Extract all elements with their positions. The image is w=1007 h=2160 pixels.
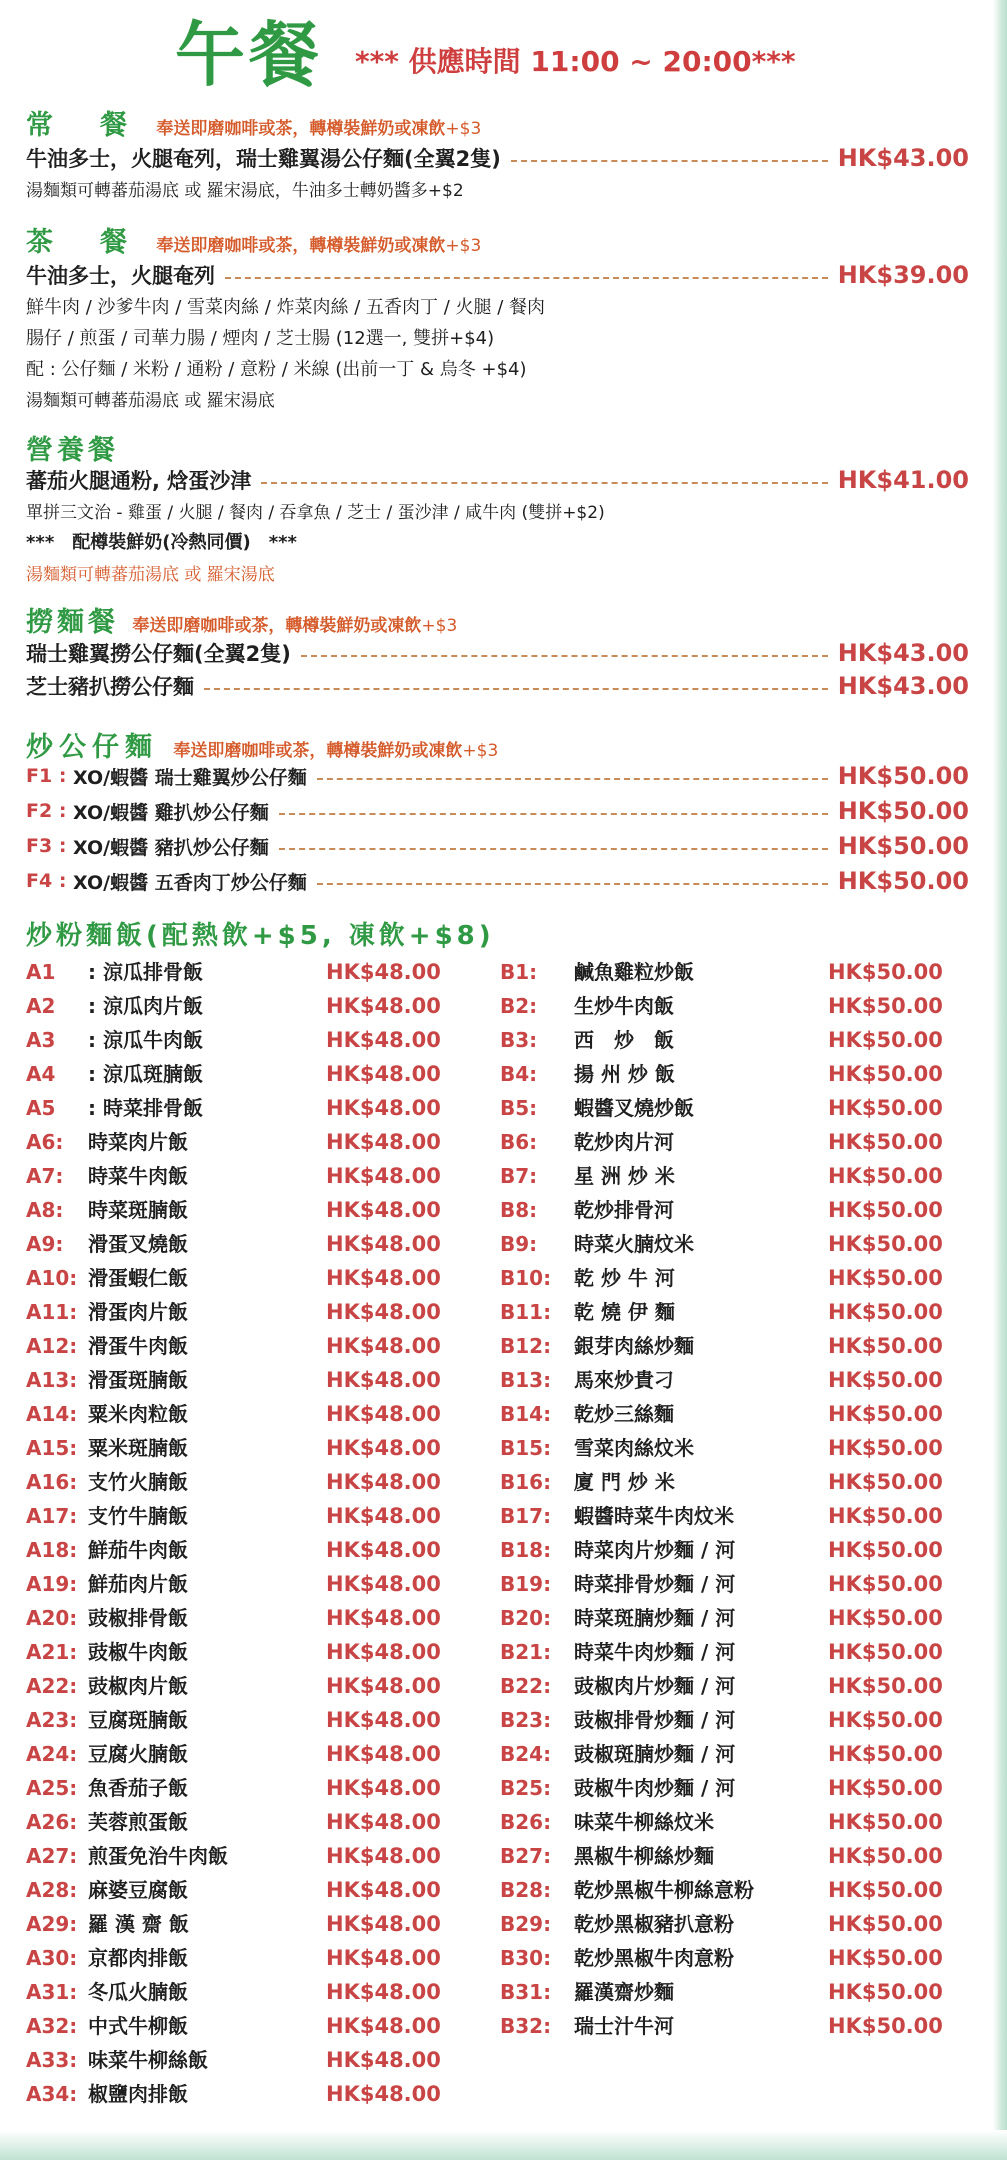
item-name: 粟米斑腩飯 [88, 1436, 188, 1460]
item-name: 時菜火腩炆米 [574, 1232, 694, 1256]
tea-options-line1: 鮮牛肉 / 沙爹牛肉 / 雪菜肉絲 / 炸菜肉絲 / 五香肉丁 / 火腿 / 餐肉 [26, 297, 546, 318]
section-title-rice-noodle: 炒粉麵飯(配熱飲+$5, 凍飲+$8) [26, 921, 495, 951]
item-code: A31: [26, 1980, 78, 2004]
menu-item-fried-4 [26, 867, 969, 895]
leader-dots [301, 655, 828, 657]
item-price: HK$50.00 [828, 1470, 943, 1494]
item-code: A21: [26, 1640, 78, 1664]
item-name: 牛油多士，火腿奄列 [26, 264, 215, 288]
item-price: HK$50.00 [828, 1742, 943, 1766]
item-code: A29: [26, 1912, 78, 1936]
item-price: HK$50.00 [828, 1980, 943, 2004]
item-code: A7: [26, 1164, 64, 1188]
item-code: B7: [500, 1164, 538, 1188]
item-code: B13: [500, 1368, 552, 1392]
item-name: 豉椒肉片飯 [88, 1674, 188, 1698]
item-price: HK$50.00 [828, 2014, 943, 2038]
item-price: HK$48.00 [326, 1980, 441, 2004]
item-code: A27: [26, 1844, 78, 1868]
item-name: 滑蛋蝦仁飯 [88, 1266, 188, 1290]
item-code: B9: [500, 1232, 538, 1256]
item-price: HK$50.00 [837, 762, 969, 790]
section-title-tea-text: 茶 餐 [26, 227, 137, 258]
item-code: B15: [500, 1436, 552, 1460]
menu-item-fried-2 [26, 797, 969, 825]
item-name: 蕃茄火腿通粉, 焓蛋沙津 [26, 469, 252, 493]
item-price: HK$48.00 [326, 1130, 441, 1154]
item-price: HK$48.00 [326, 1232, 441, 1256]
item-price: HK$50.00 [828, 1674, 943, 1698]
item-name: 乾 炒 牛 河 [574, 1266, 675, 1290]
item-name: 馬來炒貴刁 [574, 1368, 674, 1392]
item-name: 羅漢齋炒麵 [574, 1980, 674, 2004]
item-price: HK$50.00 [828, 1538, 943, 1562]
item-name: 芝士豬扒撈公仔麵 [26, 675, 194, 699]
section-title-fried-text: 炒公仔麵 [26, 732, 158, 763]
item-price: HK$48.00 [326, 1504, 441, 1528]
item-name: 蝦醬時菜牛肉炆米 [574, 1504, 734, 1528]
item-name: 鹹魚雞粒炒飯 [574, 960, 694, 984]
item-name: : 涼瓜斑腩飯 [88, 1062, 203, 1086]
item-price: HK$50.00 [828, 1198, 943, 1222]
item-price: HK$50.00 [828, 1096, 943, 1120]
item-name: 支竹火腩飯 [88, 1470, 188, 1494]
item-price: HK$50.00 [828, 1232, 943, 1256]
item-code: B31: [500, 1980, 552, 2004]
menu-item-lo-2 [26, 671, 969, 701]
item-code: B14: [500, 1402, 552, 1426]
menu-item-fried-1 [26, 762, 969, 790]
section-title-nutrition: 營養餐 [26, 435, 119, 466]
item-price: HK$48.00 [326, 1266, 441, 1290]
item-price: HK$50.00 [828, 1640, 943, 1664]
item-price: HK$48.00 [326, 1028, 441, 1052]
item-price: HK$48.00 [326, 994, 441, 1018]
item-name: 豉椒排骨飯 [88, 1606, 188, 1630]
section-promo-lo [132, 616, 457, 636]
item-price: HK$50.00 [828, 960, 943, 984]
item-name: 中式牛柳飯 [88, 2014, 188, 2038]
item-price: HK$48.00 [326, 1742, 441, 1766]
item-price: HK$48.00 [326, 1572, 441, 1596]
menu-item-tea [26, 260, 969, 290]
item-code: B25: [500, 1776, 552, 1800]
item-price: HK$50.00 [828, 1436, 943, 1460]
item-code: B23: [500, 1708, 552, 1732]
item-name: 鮮茄牛肉飯 [88, 1538, 188, 1562]
item-code: A30: [26, 1946, 78, 1970]
decorative-edge-bottom [0, 2130, 1007, 2160]
item-price: HK$48.00 [326, 1640, 441, 1664]
section-promo-regular [156, 119, 481, 139]
item-name: 煎蛋免治牛肉飯 [88, 1844, 228, 1868]
item-name: XO/蝦醬 五香肉丁炒公仔麵 [73, 871, 307, 894]
item-name: 冬瓜火腩飯 [88, 1980, 188, 2004]
leader-dots [279, 848, 828, 850]
item-name: 支竹牛腩飯 [88, 1504, 188, 1528]
item-code: A15: [26, 1436, 78, 1460]
item-code: B29: [500, 1912, 552, 1936]
nutrition-options-line2: *** 配樽裝鮮奶(冷熱同價) *** [26, 532, 297, 553]
item-name: 時菜牛肉飯 [88, 1164, 188, 1188]
item-name: 瑞士汁牛河 [574, 2014, 674, 2038]
item-price: HK$50.00 [828, 1266, 943, 1290]
item-code: A33: [26, 2048, 78, 2072]
item-name: 乾炒肉片河 [574, 1130, 674, 1154]
item-price: HK$50.00 [828, 1130, 943, 1154]
item-price: HK$48.00 [326, 2048, 441, 2072]
item-code: B3: [500, 1028, 538, 1052]
serving-hours: *** 供應時間 11:00 ~ 20:00*** [355, 45, 796, 78]
item-name: 味菜牛柳絲炆米 [574, 1810, 714, 1834]
item-name: 生炒牛肉飯 [574, 994, 674, 1018]
menu-item-lo-1 [26, 638, 969, 668]
item-price: HK$48.00 [326, 1334, 441, 1358]
leader-dots [317, 778, 828, 780]
item-price: HK$48.00 [326, 1096, 441, 1120]
leader-dots [317, 883, 828, 885]
item-name: 蝦醬叉燒炒飯 [574, 1096, 694, 1120]
item-price: HK$48.00 [326, 1912, 441, 1936]
item-price: HK$50.00 [828, 1810, 943, 1834]
item-name: 豉椒排骨炒麵 / 河 [574, 1708, 736, 1732]
item-code: B4: [500, 1062, 538, 1086]
item-code: B10: [500, 1266, 552, 1290]
item-name: 魚香茄子飯 [88, 1776, 188, 1800]
section-title-lo-text: 撈麵餐 [26, 607, 119, 638]
item-price: HK$39.00 [837, 261, 969, 289]
item-price: HK$48.00 [326, 2014, 441, 2038]
menu-item-fried-3 [26, 832, 969, 860]
item-name: 時菜排骨炒麵 / 河 [574, 1572, 736, 1596]
item-code: A10: [26, 1266, 78, 1290]
item-price: HK$48.00 [326, 1538, 441, 1562]
item-code: B28: [500, 1878, 552, 1902]
item-name: 時菜肉片飯 [88, 1130, 188, 1154]
item-name: 豉椒斑腩炒麵 / 河 [574, 1742, 736, 1766]
item-name: 銀芽肉絲炒麵 [574, 1334, 694, 1358]
item-code: B32: [500, 2014, 552, 2038]
item-code: A6: [26, 1130, 64, 1154]
item-code: B30: [500, 1946, 552, 1970]
item-name: 西 炒 飯 [574, 1028, 674, 1052]
tea-options-line2: 腸仔 / 煎蛋 / 司華力腸 / 煙肉 / 芝士腸 (12選一, 雙拼+$4) [26, 328, 495, 349]
item-name: 時菜斑腩飯 [88, 1198, 188, 1222]
promo-text: 奉送即磨咖啡或茶，轉樽裝鮮奶或凍飲 [156, 119, 446, 139]
item-name: 豉椒牛肉飯 [88, 1640, 188, 1664]
item-code: A22: [26, 1674, 78, 1698]
item-price: HK$50.00 [828, 1164, 943, 1188]
item-name: 滑蛋牛肉飯 [88, 1334, 188, 1358]
item-price: HK$50.00 [828, 994, 943, 1018]
item-price: HK$50.00 [828, 1334, 943, 1358]
item-price: HK$43.00 [837, 672, 969, 700]
item-name: : 涼瓜牛肉飯 [88, 1028, 203, 1052]
leader-dots [225, 277, 828, 279]
item-name: 豆腐火腩飯 [88, 1742, 188, 1766]
item-name: 時菜牛肉炒麵 / 河 [574, 1640, 736, 1664]
item-name: 雪菜肉絲炆米 [574, 1436, 694, 1460]
item-name: 星 洲 炒 米 [574, 1164, 675, 1188]
section-title-fried [26, 725, 498, 764]
item-code: B6: [500, 1130, 538, 1154]
item-name: 乾炒黑椒豬扒意粉 [574, 1912, 734, 1936]
item-price: HK$48.00 [326, 960, 441, 984]
item-price: HK$48.00 [326, 1402, 441, 1426]
item-name: 滑蛋叉燒飯 [88, 1232, 188, 1256]
item-price: HK$48.00 [326, 1436, 441, 1460]
leader-dots [279, 813, 828, 815]
item-price: HK$50.00 [828, 1300, 943, 1324]
item-name: 羅 漢 齋 飯 [88, 1912, 189, 1936]
item-name: 豆腐斑腩飯 [88, 1708, 188, 1732]
leader-dots [204, 688, 828, 690]
section-promo-tea [156, 236, 481, 256]
item-code: A13: [26, 1368, 78, 1392]
item-name: 乾炒三絲麵 [574, 1402, 674, 1426]
item-code: A26: [26, 1810, 78, 1834]
section-title-lo [26, 600, 457, 639]
item-code: B27: [500, 1844, 552, 1868]
item-name: 廈 門 炒 米 [574, 1470, 675, 1494]
item-code: A34: [26, 2082, 78, 2106]
note-tea: 湯麵類可轉蕃茄湯底 或 羅宋湯底 [26, 391, 275, 411]
item-code: A17: [26, 1504, 78, 1528]
item-price: HK$48.00 [326, 1946, 441, 1970]
item-name: : 時菜排骨飯 [88, 1096, 203, 1120]
item-price: HK$43.00 [837, 144, 969, 172]
item-name: 芙蓉煎蛋飯 [88, 1810, 188, 1834]
item-price: HK$48.00 [326, 1810, 441, 1834]
decorative-edge-right [993, 0, 1007, 2160]
item-name: 時菜肉片炒麵 / 河 [574, 1538, 736, 1562]
item-code: A18: [26, 1538, 78, 1562]
item-code: A5 [26, 1096, 56, 1120]
item-code: A16: [26, 1470, 78, 1494]
item-name: 豉椒牛肉炒麵 / 河 [574, 1776, 736, 1800]
item-price: HK$50.00 [828, 1368, 943, 1392]
item-price: HK$50.00 [828, 1946, 943, 1970]
item-name: XO/蝦醬 瑞士雞翼炒公仔麵 [73, 766, 307, 789]
item-code: A23: [26, 1708, 78, 1732]
section-title-regular [26, 103, 481, 142]
promo-text: 奉送即磨咖啡或茶，轉樽裝鮮奶或凍飲 [156, 236, 446, 256]
menu-item-regular [26, 143, 969, 173]
item-name: 豉椒肉片炒麵 / 河 [574, 1674, 736, 1698]
promo-text: 奉送即磨咖啡或茶，轉樽裝鮮奶或凍飲 [173, 741, 463, 761]
item-price: HK$50.00 [837, 832, 969, 860]
item-name: 牛油多士，火腿奄列，瑞士雞翼湯公仔麵(全翼2隻) [26, 147, 501, 171]
item-price: HK$48.00 [326, 1844, 441, 1868]
item-name: XO/蝦醬 豬扒炒公仔麵 [73, 836, 269, 859]
item-name: 乾 燒 伊 麵 [574, 1300, 675, 1324]
item-price: HK$50.00 [828, 1028, 943, 1052]
item-price: HK$50.00 [828, 1062, 943, 1086]
item-code: F2 : [26, 800, 67, 822]
item-code: A1 [26, 960, 56, 984]
item-name: : 涼瓜排骨飯 [88, 960, 203, 984]
item-price: HK$48.00 [326, 1606, 441, 1630]
item-name: 麻婆豆腐飯 [88, 1878, 188, 1902]
item-code: A19: [26, 1572, 78, 1596]
item-code: A3 [26, 1028, 56, 1052]
section-promo-fried [173, 741, 498, 761]
item-code: A8: [26, 1198, 64, 1222]
item-price: HK$48.00 [326, 1776, 441, 1800]
item-price: HK$48.00 [326, 1708, 441, 1732]
item-code: A2 [26, 994, 56, 1018]
item-price: HK$43.00 [837, 639, 969, 667]
item-price: HK$48.00 [326, 2082, 441, 2106]
item-name: 京都肉排飯 [88, 1946, 188, 1970]
item-price: HK$50.00 [828, 1844, 943, 1868]
promo-extra: +$3 [462, 741, 499, 761]
item-code: B11: [500, 1300, 552, 1324]
item-code: B1: [500, 960, 538, 984]
item-price: HK$48.00 [326, 1368, 441, 1392]
item-price: HK$50.00 [828, 1572, 943, 1596]
item-code: A12: [26, 1334, 78, 1358]
item-price: HK$50.00 [837, 867, 969, 895]
leader-dots [261, 482, 827, 484]
item-code: B18: [500, 1538, 552, 1562]
item-code: A11: [26, 1300, 78, 1324]
item-name: 味菜牛柳絲飯 [88, 2048, 208, 2072]
item-price: HK$50.00 [837, 797, 969, 825]
item-name: 揚 州 炒 飯 [574, 1062, 675, 1086]
item-price: HK$48.00 [326, 1470, 441, 1494]
item-code: F4 : [26, 870, 67, 892]
item-code: B21: [500, 1640, 552, 1664]
item-code: A28: [26, 1878, 78, 1902]
item-name: 乾炒黑椒牛柳絲意粉 [574, 1878, 754, 1902]
item-code: B26: [500, 1810, 552, 1834]
item-code: F1 : [26, 765, 67, 787]
item-price: HK$50.00 [828, 1402, 943, 1426]
item-price: HK$50.00 [828, 1606, 943, 1630]
item-code: A25: [26, 1776, 78, 1800]
item-code: A9: [26, 1232, 64, 1256]
item-price: HK$50.00 [828, 1708, 943, 1732]
item-name: 鮮茄肉片飯 [88, 1572, 188, 1596]
item-code: A20: [26, 1606, 78, 1630]
page-title: 午餐 [175, 13, 323, 96]
item-code: B17: [500, 1504, 552, 1528]
item-code: A24: [26, 1742, 78, 1766]
item-name: : 涼瓜肉片飯 [88, 994, 203, 1018]
promo-text: 奉送即磨咖啡或茶，轉樽裝鮮奶或凍飲 [132, 616, 422, 636]
item-price: HK$48.00 [326, 1062, 441, 1086]
note-regular: 湯麵類可轉蕃茄湯底 或 羅宋湯底，牛油多士轉奶醬多+$2 [26, 181, 464, 201]
leader-dots [511, 160, 828, 162]
item-code: B8: [500, 1198, 538, 1222]
item-name: 滑蛋斑腩飯 [88, 1368, 188, 1392]
item-code: F3 : [26, 835, 67, 857]
item-price: HK$48.00 [326, 1674, 441, 1698]
item-price: HK$48.00 [326, 1198, 441, 1222]
item-code: B16: [500, 1470, 552, 1494]
item-code: A14: [26, 1402, 78, 1426]
tea-options-line3: 配 : 公仔麵 / 米粉 / 通粉 / 意粉 / 米線 (出前一丁 & 烏冬 +$4) [26, 359, 527, 380]
item-price: HK$48.00 [326, 1878, 441, 1902]
item-price: HK$50.00 [828, 1504, 943, 1528]
item-price: HK$50.00 [828, 1912, 943, 1936]
item-name: XO/蝦醬 雞扒炒公仔麵 [73, 801, 269, 824]
item-code: B20: [500, 1606, 552, 1630]
item-name: 乾炒排骨河 [574, 1198, 674, 1222]
item-price: HK$48.00 [326, 1164, 441, 1188]
item-code: B19: [500, 1572, 552, 1596]
item-code: A32: [26, 2014, 78, 2038]
item-price: HK$50.00 [828, 1776, 943, 1800]
promo-extra: +$3 [421, 616, 458, 636]
item-name: 瑞士雞翼撈公仔麵(全翼2隻) [26, 642, 291, 666]
item-name: 椒鹽肉排飯 [88, 2082, 188, 2106]
promo-extra: +$3 [445, 236, 482, 256]
item-code: A4 [26, 1062, 56, 1086]
item-price: HK$48.00 [326, 1300, 441, 1324]
item-name: 滑蛋肉片飯 [88, 1300, 188, 1324]
item-code: B12: [500, 1334, 552, 1358]
nutrition-options-line1: 單拼三文治 - 雞蛋 / 火腿 / 餐肉 / 吞拿魚 / 芝士 / 蛋沙津 / 咸牛肉 (雙拼+$2) [26, 503, 605, 523]
promo-extra: +$3 [445, 119, 482, 139]
item-code: B2: [500, 994, 538, 1018]
item-name: 粟米肉粒飯 [88, 1402, 188, 1426]
note-nutrition: 湯麵類可轉蕃茄湯底 或 羅宋湯底 [26, 565, 275, 585]
item-name: 黑椒牛柳絲炒麵 [574, 1844, 714, 1868]
section-title-regular-text: 常 餐 [26, 110, 137, 141]
menu-item-nutrition [26, 465, 969, 495]
item-name: 乾炒黑椒牛肉意粉 [574, 1946, 734, 1970]
item-price: HK$50.00 [828, 1878, 943, 1902]
item-name: 時菜斑腩炒麵 / 河 [574, 1606, 736, 1630]
section-title-tea [26, 220, 481, 259]
item-code: B22: [500, 1674, 552, 1698]
item-code: B5: [500, 1096, 538, 1120]
item-code: B24: [500, 1742, 552, 1766]
item-price: HK$41.00 [837, 466, 969, 494]
